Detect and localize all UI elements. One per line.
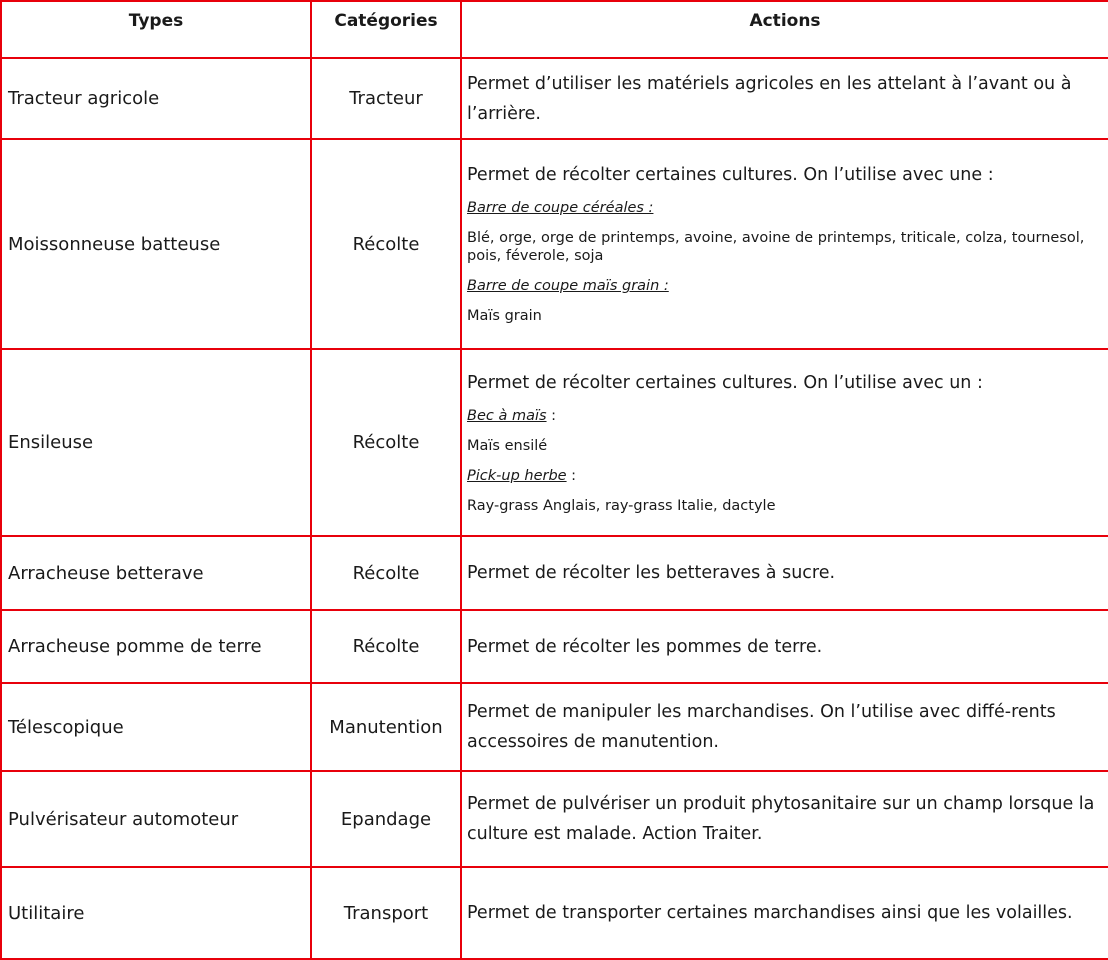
type-cell: Moissonneuse batteuse	[1, 139, 311, 349]
crop-list: Blé, orge, orge de printemps, avoine, avoine de printemps, triticale, colza, tournesol, pois, féverole, soja	[467, 230, 1085, 264]
action-cell: Permet de manipuler les marchandises. On l’utilise avec diffé-rents accessoires de manutention.	[461, 683, 1108, 771]
attachment-label: Pick-up herbe	[467, 467, 567, 484]
category-cell: Récolte	[311, 349, 461, 536]
header-categories: Catégories	[311, 1, 461, 58]
type-cell: Tracteur agricole	[1, 58, 311, 139]
category-cell: Transport	[311, 867, 461, 959]
category-cell: Récolte	[311, 610, 461, 683]
category-cell: Récolte	[311, 536, 461, 610]
action-cell: Permet de récolter les betteraves à sucre.	[461, 536, 1108, 610]
type-cell: Arracheuse pomme de terre	[1, 610, 311, 683]
crop-list: Maïs grain	[467, 308, 542, 324]
table-row	[1, 349, 1108, 536]
action-cell	[461, 139, 1108, 349]
table-row	[1, 139, 1108, 349]
category-cell: Récolte	[311, 139, 461, 349]
crop-list: Ray-grass Anglais, ray-grass Italie, dactyle	[467, 497, 776, 514]
table-row	[1, 867, 1108, 959]
type-cell: Ensileuse	[1, 349, 311, 536]
action-cell: Permet de pulvériser un produit phytosanitaire sur un champ lorsque la culture est malade. Action Traiter.	[461, 771, 1108, 867]
type-cell: Télescopique	[1, 683, 311, 771]
label-suffix: :	[546, 407, 557, 424]
category-cell: Manutention	[311, 683, 461, 771]
category-cell: Tracteur	[311, 58, 461, 139]
header-types: Types	[1, 1, 311, 58]
header-actions: Actions	[461, 1, 1108, 58]
action-cell: Permet d’utiliser les matériels agricoles en les attelant à l’avant ou à l’arrière.	[461, 58, 1108, 139]
table-row	[1, 683, 1108, 771]
table-row	[1, 771, 1108, 867]
action-intro: Permet de récolter certaines cultures. On l’utilise avec une :	[467, 165, 994, 185]
header-row	[1, 1, 1108, 58]
action-intro: Permet de récolter certaines cultures. On l’utilise avec un :	[467, 372, 983, 393]
attachment-label: Barre de coupe maïs grain :	[467, 278, 669, 294]
table-row	[1, 536, 1108, 610]
table-row	[1, 610, 1108, 683]
type-cell: Utilitaire	[1, 867, 311, 959]
type-cell: Arracheuse betterave	[1, 536, 311, 610]
table-row	[1, 58, 1108, 139]
attachment-label: Bec à maïs	[467, 407, 547, 424]
action-cell	[461, 349, 1108, 536]
attachment-line	[467, 467, 1104, 485]
category-cell: Epandage	[311, 771, 461, 867]
crop-list: Maïs ensilé	[467, 437, 548, 454]
action-cell: Permet de transporter certaines marchandises ainsi que les volailles.	[461, 867, 1108, 959]
attachment-line	[467, 407, 1104, 425]
action-cell: Permet de récolter les pommes de terre.	[461, 610, 1108, 683]
label-suffix: :	[566, 467, 577, 484]
type-cell: Pulvérisateur automoteur	[1, 771, 311, 867]
attachment-label: Barre de coupe céréales :	[467, 200, 654, 216]
